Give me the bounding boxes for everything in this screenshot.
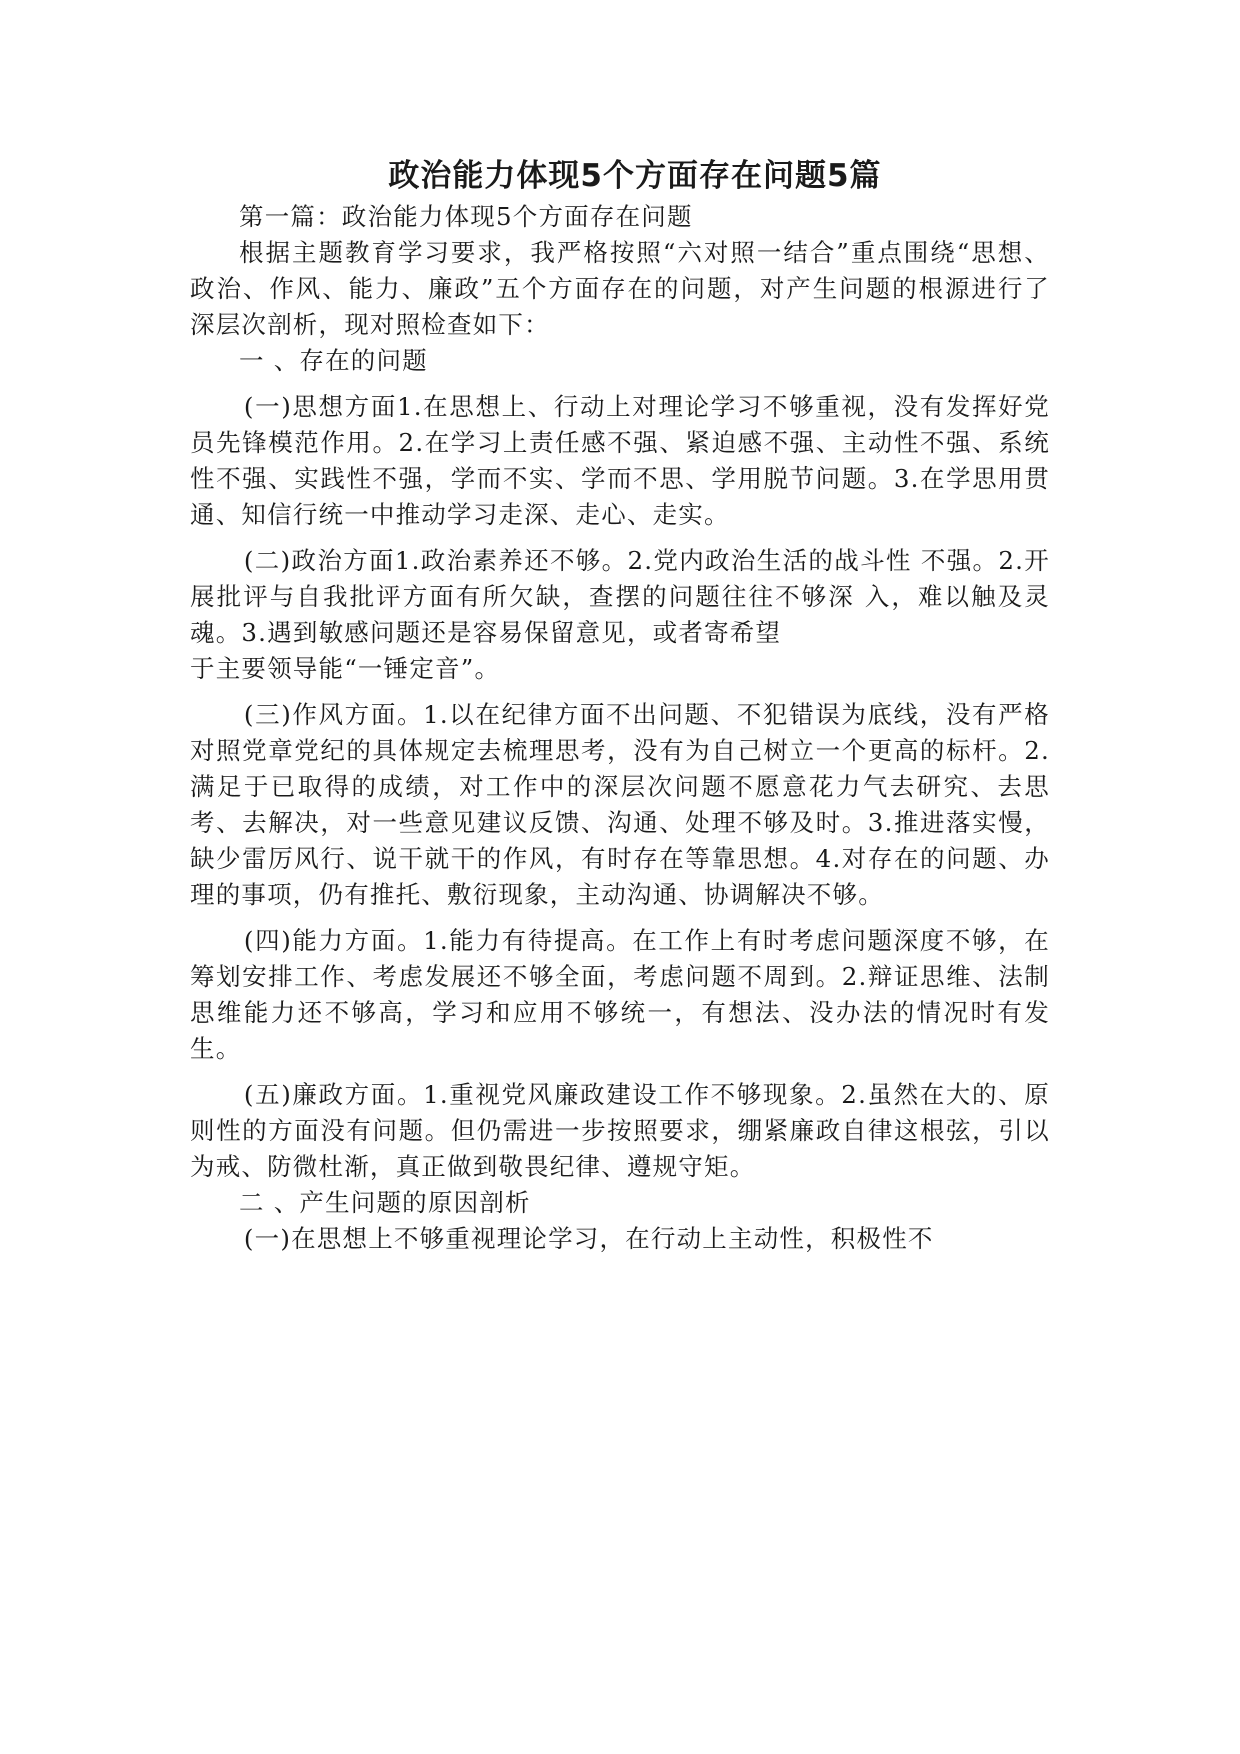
intro-paragraph: 根据主题教育学习要求，我严格按照“六对照一结合”重点围绕“思想、政治、作风、能力、廉政”五个方面存在的问题，对产生问题的根源进行了深层次剖析，现对照检查如下： — [190, 238, 1050, 339]
document-page — [190, 150, 1050, 1257]
paragraph-cause-one: (一)在思想上不够重视理论学习，在行动上主动性，积极性不 — [243, 1224, 934, 1253]
paragraph-political-aspect: (二)政治方面1.政治素养还不够。2.党内政治生活的战斗性 不强。2.开展批评与自我批评方面有所欠缺，查摆的问题往往不够深 入，难以触及灵魂。3.遇到敏感问题还是容易保留意见，或者寄希望 — [190, 546, 1050, 647]
paragraph-integrity-aspect: (五)廉政方面。1.重视党风廉政建设工作不够现象。2.虽然在大的、原则性的方面没有问题。但仍需进一步按照要求，绷紧廉政自律这根弦，引以为戒、防微杜渐，真正做到敬畏纪律、遵规守矩。 — [190, 1080, 1050, 1181]
section-heading-part-one: 第一篇：政治能力体现5个方面存在问题 — [239, 202, 693, 231]
document-title: 政治能力体现5个方面存在问题5篇 — [388, 158, 882, 194]
heading-cause-analysis: 二 、产生问题的原因剖析 — [239, 1188, 531, 1217]
paragraph-style-aspect: (三)作风方面。1.以在纪律方面不出问题、不犯错误为底线，没有严格对照党章党纪的具体规定去梳理思考，没有为自己树立一个更高的标杆。2.满足于已取得的成绩，对工作中的深层次问题不愿意花力气去研究、去思考、去解决，对一些意见建议反馈、沟通、处理不够及时。3.推进落实慢，缺少雷厉风行、说干就干的作风，有时存在等靠思想。4.对存在的问题、办理的事项，仍有推托、敷衍现象，主动沟通、协调解决不够。 — [190, 700, 1050, 909]
paragraph-thought-aspect: (一)思想方面1.在思想上、行动上对理论学习不够重视，没有发挥好党员先锋模范作用。2.在学习上责任感不强、紧迫感不强、主动性不强、系统性不强、实践性不强，学而不实、学而不思、学用脱节问题。3.在学思用贯通、知信行统一中推动学习走深、走心、走实。 — [190, 392, 1050, 529]
paragraph-ability-aspect: (四)能力方面。1.能力有待提高。在工作上有时考虑问题深度不够，在筹划安排工作、考虑发展还不够全面，考虑问题不周到。2.辩证思维、法制思维能力还不够高，学习和应用不够统一，有想法、没办法的情况时有发生。 — [190, 926, 1050, 1063]
heading-existing-problems: 一 、存在的问题 — [239, 346, 428, 375]
paragraph-political-aspect-continued: 于主要领导能“一锤定音”。 — [190, 654, 501, 683]
